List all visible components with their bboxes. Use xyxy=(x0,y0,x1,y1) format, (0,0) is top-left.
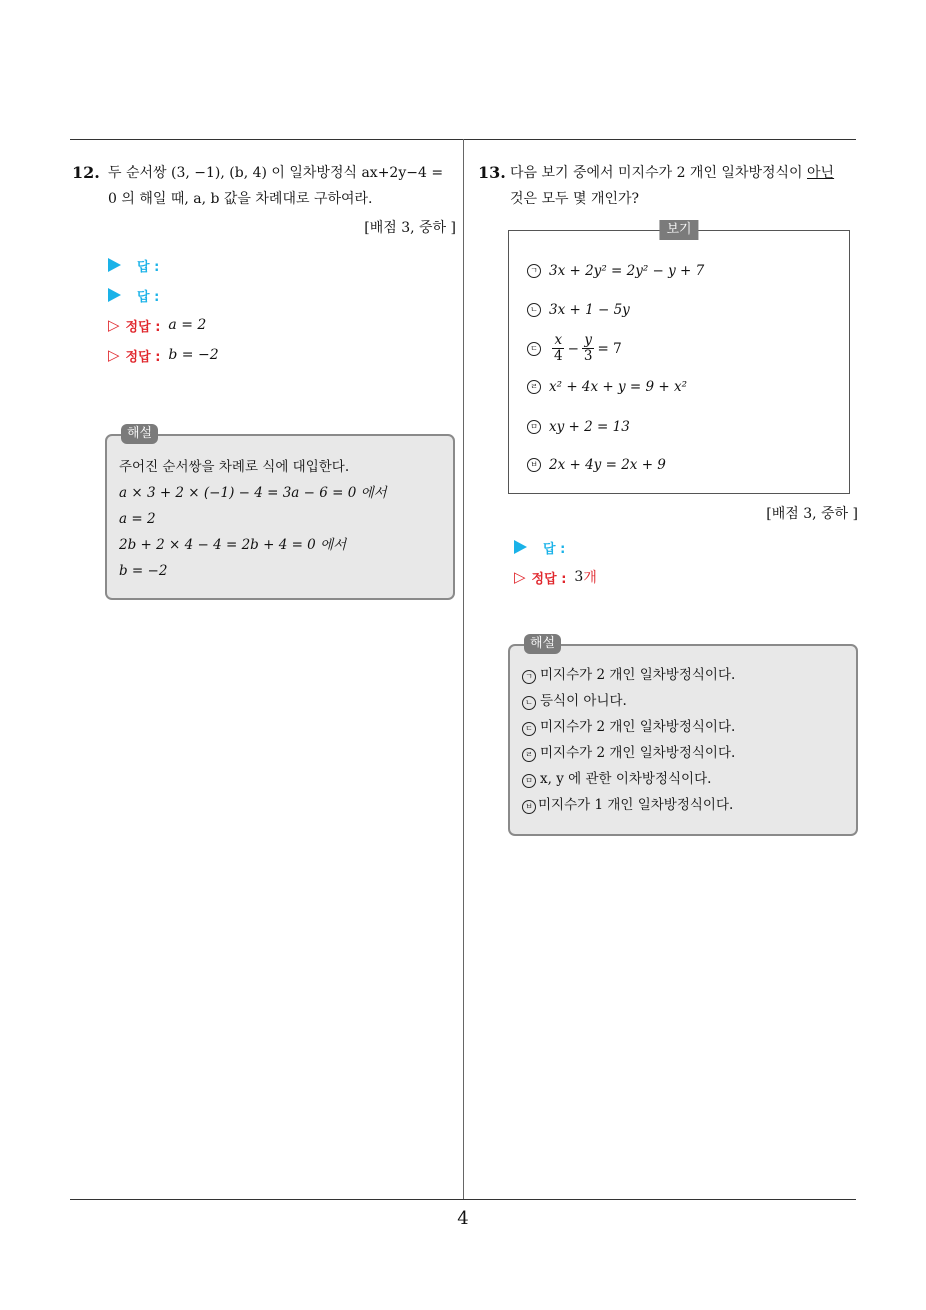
solution-text: x, y 에 관한 이차방정식이다. xyxy=(540,771,712,787)
solution-text: 미지수가 2 개인 일차방정식이다. xyxy=(540,667,736,683)
score-label: [배점 3, 중하 ] xyxy=(766,506,858,522)
bogi-item-3 xyxy=(527,333,622,364)
question-number: 13. xyxy=(478,163,506,182)
solution-tag: 해설 xyxy=(121,424,158,444)
solution-tag: 해설 xyxy=(524,634,561,654)
play-triangle-icon xyxy=(514,540,527,554)
fraction-numerator: x xyxy=(554,332,563,348)
question-12 xyxy=(72,160,456,600)
circled-marker-icon: ㄱ xyxy=(527,264,541,278)
question-line-2: 0 의 해일 때, a, b 값을 차례대로 구하여라. xyxy=(108,191,373,207)
triangle-outline-icon: ▷ xyxy=(108,346,120,364)
fraction xyxy=(582,333,595,364)
solution-text: 미지수가 2 개인 일차방정식이다. xyxy=(540,719,736,735)
solution-text: 미지수가 1 개인 일차방정식이다. xyxy=(538,797,734,813)
bogi-tag: 보기 xyxy=(659,220,698,240)
question-13-header xyxy=(478,160,860,212)
solution-box xyxy=(105,426,455,600)
answer-label: 답 : xyxy=(137,289,160,305)
solution-line xyxy=(522,688,844,714)
bogi-expression-rest: = 7 xyxy=(597,340,622,357)
column-divider xyxy=(463,139,464,1200)
answer-label: 답 : xyxy=(137,259,160,275)
circled-marker-icon: ㅂ xyxy=(527,458,541,472)
circled-marker-icon: ㄷ xyxy=(527,342,541,356)
circled-marker-icon: ㄴ xyxy=(522,696,536,710)
page-number: 4 xyxy=(457,1208,469,1229)
solution-line: a × 3 + 2 × (−1) − 4 = 3a − 6 = 0 에서 xyxy=(119,485,387,501)
solution-line: 주어진 순서쌍을 차례로 식에 대입한다. xyxy=(119,459,350,475)
bogi-item-4 xyxy=(527,379,687,395)
solution-line: b = −2 xyxy=(119,563,168,579)
question-12-header xyxy=(72,160,456,212)
answer-row-1[interactable] xyxy=(108,250,456,280)
circled-marker-icon: ㅁ xyxy=(527,420,541,434)
circled-marker-icon: ㄷ xyxy=(522,722,536,736)
bogi-expression: 2x + 4y = 2x + 9 xyxy=(549,457,666,473)
solution-box xyxy=(508,636,858,836)
circled-marker-icon: ㅂ xyxy=(522,800,536,814)
question-line-1: 두 순서쌍 (3, −1), (b, 4) 이 일차방정식 ax+2y−4 = xyxy=(108,165,444,181)
bogi-expression: xy + 2 = 13 xyxy=(549,419,630,435)
correct-answer-number: 3 xyxy=(574,569,584,585)
solution-line xyxy=(522,792,844,818)
triangle-outline-icon: ▷ xyxy=(108,316,120,334)
correct-label: 정답 : xyxy=(125,319,161,335)
solution-line xyxy=(522,766,844,792)
solution-line: 2b + 2 × 4 − 4 = 2b + 4 = 0 에서 xyxy=(119,537,347,553)
bogi-expression: 3x + 1 − 5y xyxy=(549,302,630,318)
question-number: 12. xyxy=(72,163,100,182)
question-13 xyxy=(478,160,860,836)
solution-text: 등식이 아니다. xyxy=(540,693,627,709)
answer-row[interactable] xyxy=(514,532,860,562)
underlined-word: 아닌 xyxy=(807,165,835,181)
bottom-rule xyxy=(70,1199,856,1200)
minus-sign: − xyxy=(567,340,579,357)
solution-text: 미지수가 2 개인 일차방정식이다. xyxy=(540,745,736,761)
correct-answer-value: b = −2 xyxy=(168,347,219,363)
fraction xyxy=(552,333,565,364)
question-line-1 xyxy=(510,160,860,186)
correct-answer-row-1 xyxy=(108,310,456,340)
answer-label: 답 : xyxy=(543,541,566,557)
correct-answer-row-2 xyxy=(108,340,456,370)
circled-marker-icon: ㄱ xyxy=(522,670,536,684)
answer-row-2[interactable] xyxy=(108,280,456,310)
correct-answer-value: a = 2 xyxy=(168,317,207,333)
solution-line: a = 2 xyxy=(119,511,156,527)
solution-line xyxy=(522,714,844,740)
correct-label: 정답 : xyxy=(125,349,161,365)
circled-marker-icon: ㄹ xyxy=(527,380,541,394)
bogi-expression: 3x + 2y² = 2y² − y + 7 xyxy=(549,263,705,279)
solution-line xyxy=(522,662,844,688)
circled-marker-icon: ㅁ xyxy=(522,774,536,788)
play-triangle-icon xyxy=(108,288,121,302)
bogi-item-2 xyxy=(527,302,630,318)
play-triangle-icon xyxy=(108,258,121,272)
circled-marker-icon: ㄹ xyxy=(522,748,536,762)
answer-area xyxy=(108,250,456,370)
bogi-item-6 xyxy=(527,457,666,473)
question-text xyxy=(510,160,860,212)
fraction-denominator: 4 xyxy=(554,348,563,364)
question-line-1-text: 다음 보기 중에서 미지수가 2 개인 일차방정식이 xyxy=(510,165,808,181)
question-line-2: 것은 모두 몇 개인가? xyxy=(510,191,640,207)
correct-label: 정답 : xyxy=(531,571,567,587)
solution-line xyxy=(522,740,844,766)
circled-marker-icon: ㄴ xyxy=(527,303,541,317)
fraction-numerator: y xyxy=(584,332,593,348)
score-label: [배점 3, 중하 ] xyxy=(364,220,456,236)
correct-answer-unit: 개 xyxy=(583,570,597,586)
bogi-item-1 xyxy=(527,263,704,279)
fraction-denominator: 3 xyxy=(583,348,593,364)
question-text xyxy=(108,160,456,212)
triangle-outline-icon: ▷ xyxy=(514,568,526,586)
correct-answer-row xyxy=(514,562,860,592)
bogi-box xyxy=(508,222,850,494)
answer-area xyxy=(514,532,860,592)
bogi-expression: x² + 4x + y = 9 + x² xyxy=(549,379,688,395)
bogi-item-5 xyxy=(527,419,630,435)
